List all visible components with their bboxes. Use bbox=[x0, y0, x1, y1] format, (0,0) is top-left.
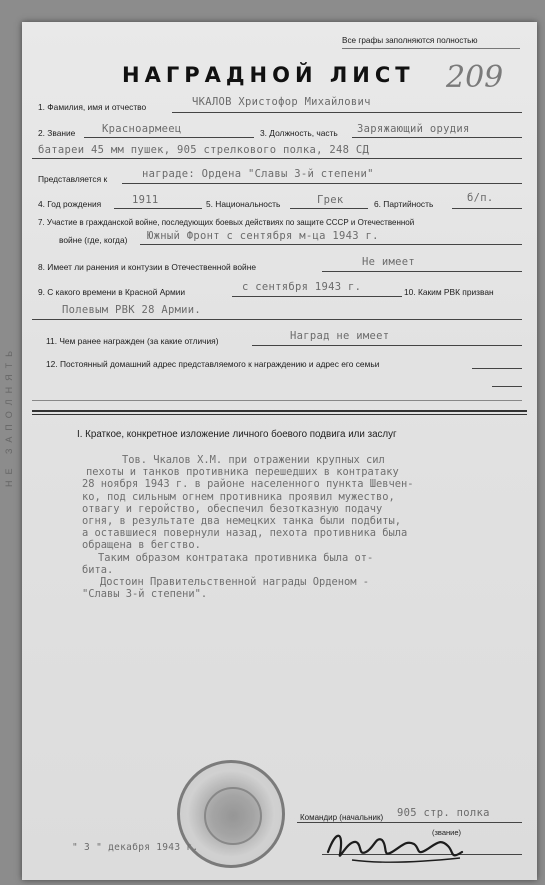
field-12-line-a bbox=[472, 368, 522, 369]
field-3-line-a bbox=[352, 137, 522, 138]
present-value: награде: Ордена "Славы 3-й степени" bbox=[142, 168, 374, 180]
field-7-label-b: войне (где, когда) bbox=[59, 235, 128, 245]
merit-line: бита. bbox=[82, 563, 114, 576]
merit-description bbox=[82, 454, 414, 600]
merit-line: отвагу и геройство, обеспечил безотказную подачу bbox=[82, 502, 383, 515]
section-separator-top bbox=[32, 410, 527, 412]
field-7-line bbox=[140, 244, 522, 245]
merit-line: обращена в бегство. bbox=[82, 539, 201, 552]
merit-line: а оставшиеся повернули назад, пехота противника была bbox=[82, 527, 408, 540]
present-line bbox=[122, 183, 522, 184]
merit-line: огня, в результате два немецких танка были подбиты, bbox=[82, 515, 402, 528]
rank-label: (звание) bbox=[432, 828, 462, 837]
header-note: Все графы заполняются полностью bbox=[342, 36, 478, 45]
registration-number: 209 bbox=[446, 60, 504, 95]
field-11-value: Наград не имеет bbox=[290, 330, 390, 342]
field-1-value: ЧКАЛОВ Христофор Михайлович bbox=[192, 96, 371, 108]
merit-line: пехоты и танков противника перешедших в контратаку bbox=[86, 466, 399, 479]
field-8-line bbox=[322, 271, 522, 272]
field-8-value: Не имеет bbox=[362, 256, 415, 268]
field-5-label: 5. Национальность bbox=[206, 199, 281, 209]
field-3-value-a: Заряжающий орудия bbox=[357, 123, 470, 135]
field-7-value: Южный Фронт с сентября м-ца 1943 г. bbox=[147, 230, 379, 242]
field-9-line bbox=[232, 296, 402, 297]
signature bbox=[322, 822, 472, 868]
merit-line: 28 ноября 1943 г. в районе населенного пункта Шевчен- bbox=[82, 478, 414, 491]
field-1-label: 1. Фамилия, имя и отчество bbox=[38, 102, 147, 112]
field-4-line bbox=[114, 208, 202, 209]
field-4-label: 4. Год рождения bbox=[38, 199, 102, 209]
field-12-line-b bbox=[492, 386, 522, 387]
field-6-label: 6. Партийность bbox=[374, 199, 434, 209]
present-label: Представляется к bbox=[38, 174, 108, 184]
field-6-line bbox=[452, 208, 522, 209]
commander-label: Командир (начальник) bbox=[300, 813, 384, 822]
field-12-label: 12. Постоянный домашний адрес представляемого к награждению и адрес его семьи bbox=[46, 359, 380, 369]
merit-line: Достоин Правительственной награды Орденом - bbox=[100, 576, 369, 589]
field-2-label: 2. Звание bbox=[38, 128, 76, 138]
page-title: НАГРАДНОЙ ЛИСТ bbox=[122, 63, 415, 87]
side-margin-text: НЕ ЗАПОЛНЯТЬ bbox=[4, 345, 14, 488]
section-separator-bottom bbox=[32, 414, 527, 415]
award-sheet bbox=[22, 22, 537, 880]
commander-value: 905 стр. полка bbox=[397, 807, 490, 819]
field-3-label: 3. Должность, часть bbox=[260, 128, 338, 138]
seal-emblem bbox=[204, 787, 262, 845]
section-heading: I. Краткое, конкретное изложение личного боевого подвига или заслуг bbox=[77, 429, 397, 440]
field-3-value-b: батареи 45 мм пушек, 905 стрелкового полка, 248 СД bbox=[38, 144, 370, 156]
field-9-label: 9. С какого времени в Красной Армии bbox=[38, 287, 186, 297]
field-12-line-c bbox=[32, 400, 522, 401]
field-11-label: 11. Чем ранее награжден (за какие отличия) bbox=[46, 336, 219, 346]
merit-line: "Славы 3-й степени". bbox=[82, 588, 208, 601]
field-3-line-b bbox=[32, 158, 522, 159]
field-10-line bbox=[32, 319, 522, 320]
field-5-line bbox=[290, 208, 368, 209]
date-value: " 3 " декабря 1943 г. bbox=[72, 842, 199, 853]
field-6-value: б/п. bbox=[467, 192, 494, 204]
field-4-value: 1911 bbox=[132, 194, 159, 206]
merit-line: Таким образом контратака противника была от- bbox=[98, 551, 374, 564]
field-5-value: Грек bbox=[317, 194, 344, 206]
merit-line: Тов. Чкалов Х.М. при отражении крупных сил bbox=[122, 454, 385, 466]
field-10-value: Полевым РВК 28 Армии. bbox=[62, 304, 202, 316]
field-10-label: 10. Каким РВК призван bbox=[404, 287, 494, 297]
header-note-underline bbox=[342, 48, 520, 49]
field-7-label-a: 7. Участие в гражданской войне, последующих боевых действиях по защите СССР и Отечественной bbox=[38, 218, 415, 227]
field-8-label: 8. Имеет ли ранения и контузии в Отечественной войне bbox=[38, 262, 256, 272]
field-11-line bbox=[252, 345, 522, 346]
field-2-value: Красноармеец bbox=[102, 123, 182, 135]
field-9-value: с сентября 1943 г. bbox=[242, 281, 362, 293]
field-1-line bbox=[172, 112, 522, 113]
field-2-line bbox=[84, 137, 254, 138]
merit-line: ко, под сильным огнем противника проявил мужество, bbox=[82, 490, 395, 503]
